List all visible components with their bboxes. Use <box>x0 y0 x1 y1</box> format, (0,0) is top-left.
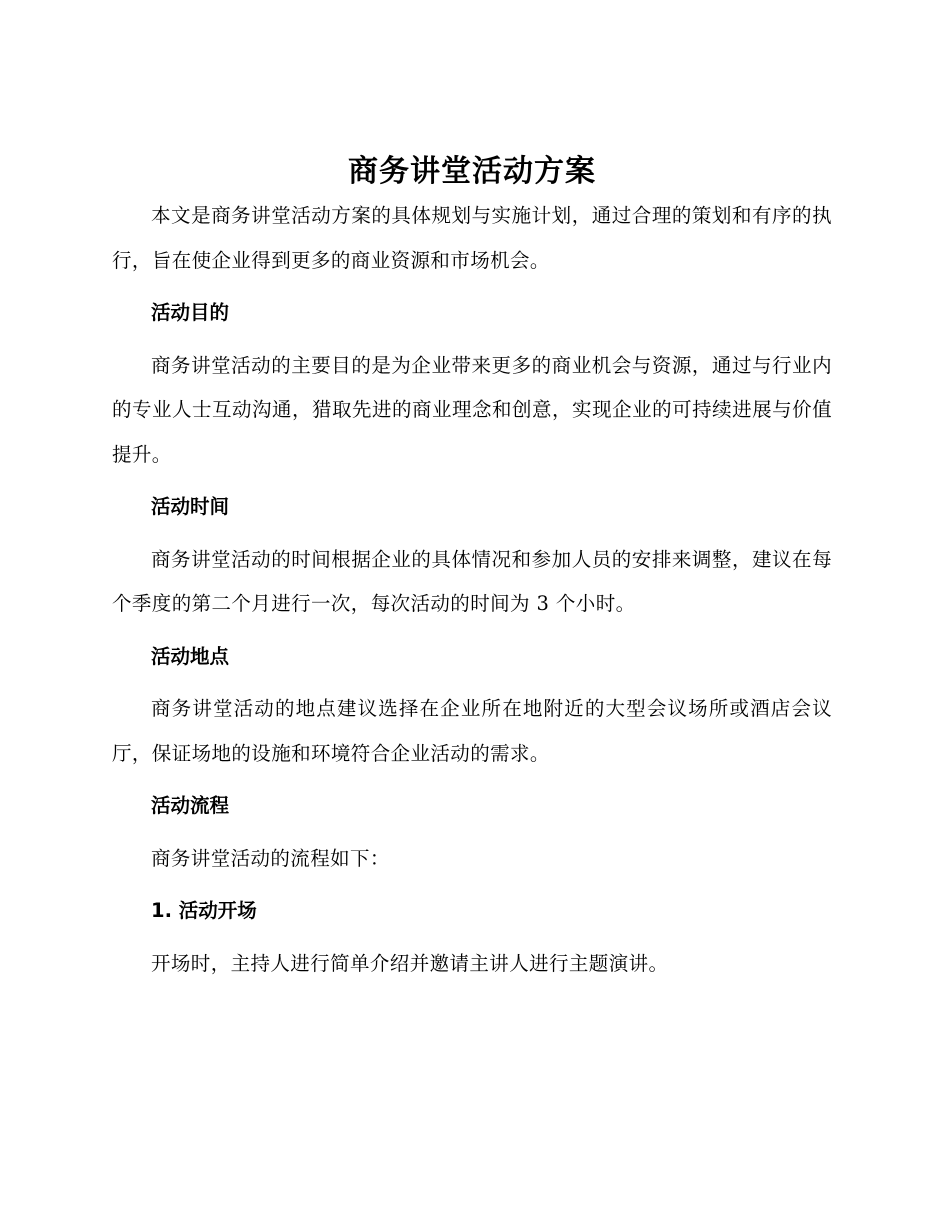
spacer <box>112 934 832 942</box>
spacer <box>112 477 832 485</box>
spacer <box>112 336 832 344</box>
spacer <box>112 829 832 837</box>
intro-paragraph: 本文是商务讲堂活动方案的具体规划与实施计划，通过合理的策划和有序的执行，旨在使企业得到更多的商业资源和市场机会。 <box>112 204 832 272</box>
section-heading-purpose: 活动目的 <box>151 301 230 324</box>
spacer <box>112 679 832 687</box>
section-heading-process: 活动流程 <box>151 794 230 817</box>
spacer <box>112 776 832 784</box>
section-heading-opening: 1. 活动开场 <box>151 899 257 922</box>
spacer <box>112 283 832 291</box>
spacer <box>112 530 832 538</box>
document-title: 商务讲堂活动方案 <box>348 154 596 189</box>
section-text-purpose: 商务讲堂活动的主要目的是为企业带来更多的商业机会与资源，通过与行业内的专业人士互动沟通，猎取先进的商业理念和创意，实现企业的可持续进展与价值提升。 <box>112 353 832 466</box>
section-text-location: 商务讲堂活动的地点建议选择在企业所在地附近的大型会议场所或酒店会议厅，保证场地的设施和环境符合企业活动的需求。 <box>112 697 832 765</box>
spacer <box>112 881 832 889</box>
section-text-time: 商务讲堂活动的时间根据企业的具体情况和参加人员的安排来调整，建议在每个季度的第二个月进行一次，每次活动的时间为 3 个小时。 <box>112 547 832 615</box>
section-text-opening: 开场时，主持人进行简单介绍并邀请主讲人进行主题演讲。 <box>151 951 669 975</box>
section-heading-time: 活动时间 <box>151 495 230 518</box>
section-text-process: 商务讲堂活动的流程如下： <box>151 846 390 870</box>
spacer <box>112 627 832 635</box>
section-heading-location: 活动地点 <box>151 644 230 668</box>
document-body <box>112 150 832 986</box>
